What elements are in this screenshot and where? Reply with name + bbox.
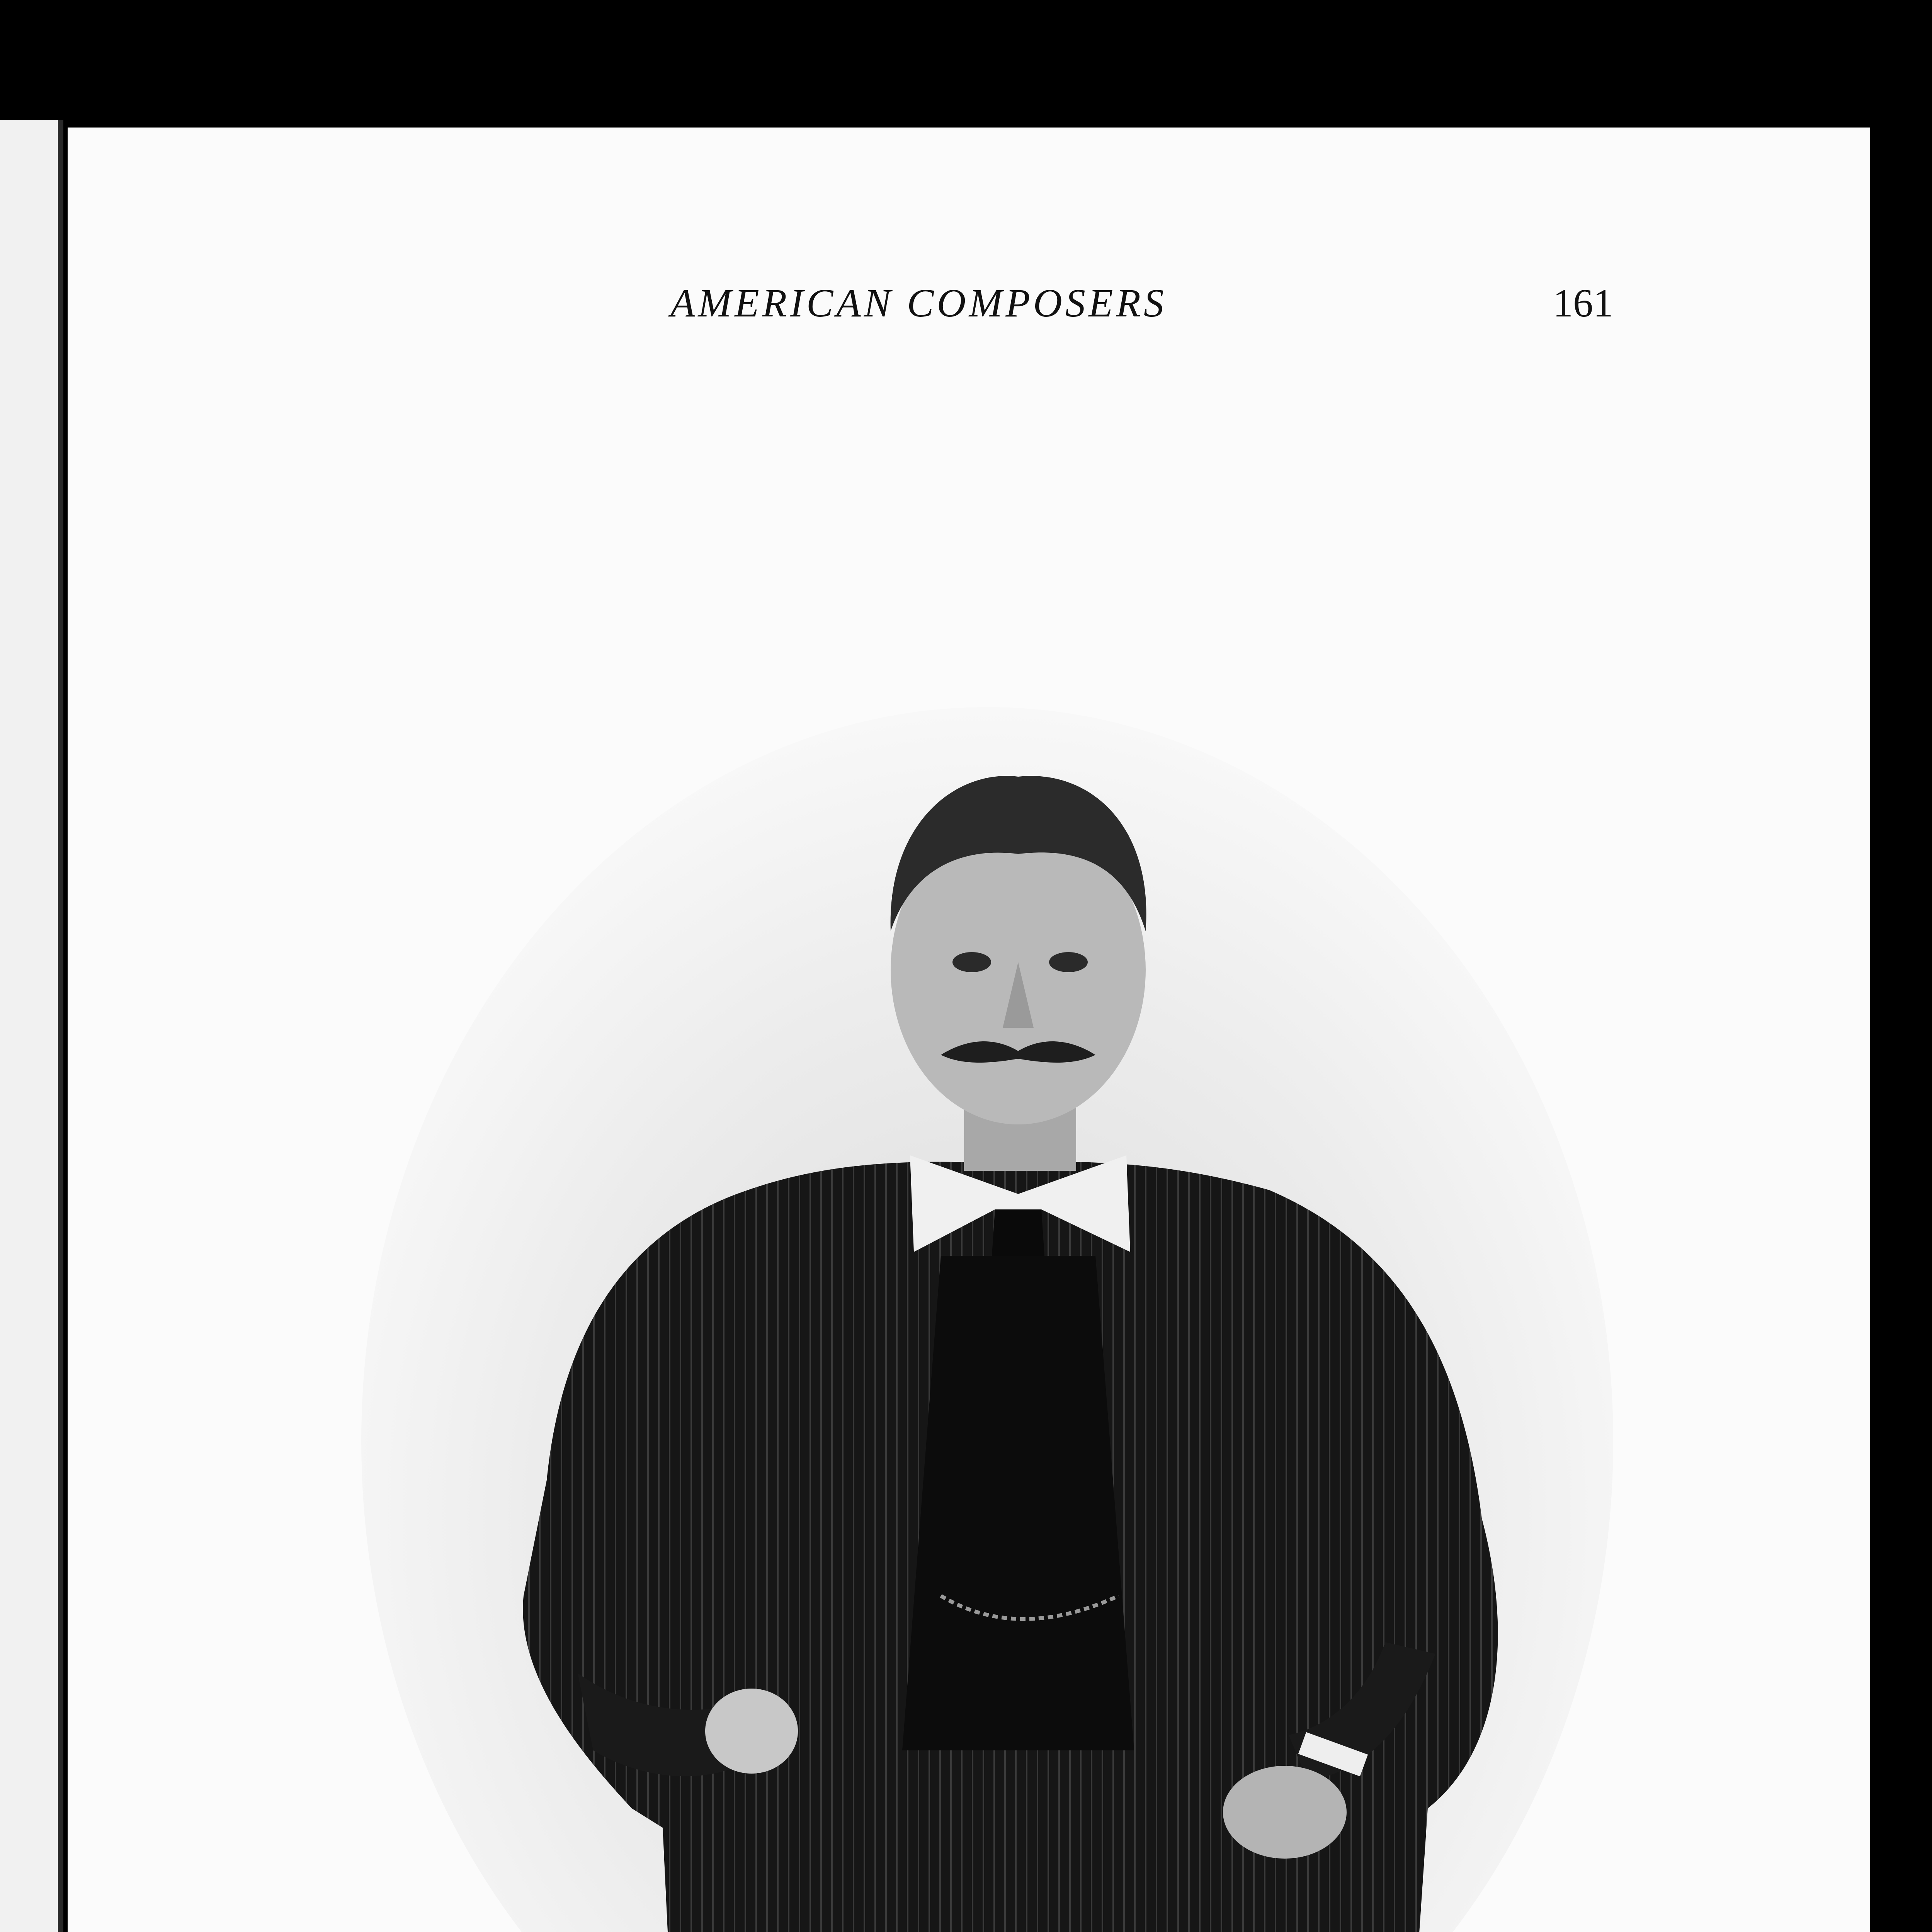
running-title: AMERICAN COMPOSERS: [670, 281, 1167, 325]
previous-page-edge: [0, 120, 63, 1932]
portrait-photograph: [361, 553, 1615, 1932]
book-page: [68, 128, 1870, 1932]
page-number: 161: [1553, 281, 1613, 325]
running-header: [670, 280, 1613, 334]
